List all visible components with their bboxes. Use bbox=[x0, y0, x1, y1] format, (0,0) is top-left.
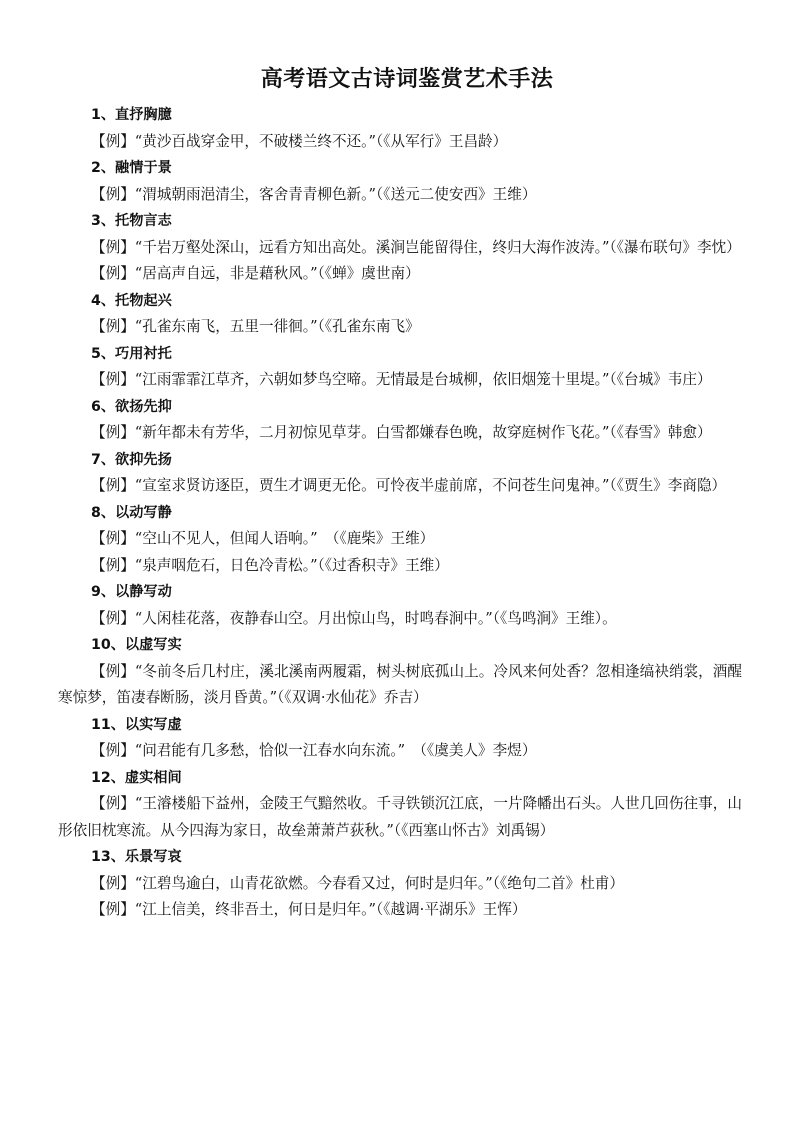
section-heading: 8、以动写静 bbox=[91, 504, 172, 521]
example-line: 【例】“冬前冬后几村庄，溪北溪南两履霜，树头树底孤山上。冷风来何处香？忽相逢缟袂绡裳，酒醒寒惊梦，笛凄春断肠，淡月昏黄。”（《双调·水仙花》乔吉） bbox=[58, 662, 742, 706]
example-line: 【例】“问君能有几多愁，恰似一江春水向东流。” （《虞美人》李煜） bbox=[91, 742, 537, 759]
example-line: 【例】“人闲桂花落，夜静春山空。月出惊山鸟，时鸣春涧中。”（《鸟鸣涧》王维）。 bbox=[91, 609, 617, 627]
section-heading: 13、乐景写哀 bbox=[91, 849, 182, 865]
section-heading: 3、托物言志 bbox=[91, 213, 172, 229]
section-heading: 6、欲扬先抑 bbox=[91, 398, 172, 415]
example-line: 【例】“孔雀东南飞，五里一徘徊。”（《孔雀东南飞》 bbox=[91, 318, 420, 335]
example-line: 【例】“千岩万壑处深山，远看方知出高处。溪涧岂能留得住，终归大海作波涛。”（《瀑布联句》李忱） bbox=[91, 238, 741, 256]
example-line: 【例】“居高声自远，非是藉秋风。”（《蝉》虞世南） bbox=[91, 265, 420, 282]
section-heading: 1、直抒胸臆 bbox=[91, 107, 172, 123]
example-line: 【例】“空山不见人，但闻人语响。” （《鹿柴》王维） bbox=[91, 530, 435, 547]
example-line: 【例】“王濬楼船下益州，金陵王气黯然收。千寻铁锁沉江底，一片降幡出石头。人世几回伤往事，山形依旧枕寒流。从今四海为家日，故垒萧萧芦荻秋。”（《西塞山怀古》刘禹锡） bbox=[58, 795, 742, 839]
example-line: 【例】“渭城朝雨浥清尘，客舍青青柳色新。”（《送元二使安西》王维） bbox=[91, 185, 537, 203]
section-heading: 10、以虚写实 bbox=[91, 637, 182, 653]
section-heading: 2、融情于景 bbox=[91, 160, 172, 176]
example-line: 【例】“泉声咽危石，日色冷青松。”（《过香积寺》王维） bbox=[91, 556, 449, 574]
section-heading: 7、欲抑先扬 bbox=[91, 451, 172, 468]
section-heading: 5、巧用衬托 bbox=[91, 345, 172, 362]
page-title: 高考语文古诗词鉴赏艺术手法 bbox=[260, 67, 554, 92]
example-line: 【例】“江上信美，终非吾土，何日是归年。”（《越调·平湖乐》王恽） bbox=[91, 901, 527, 918]
example-line: 【例】“宣室求贤访逐臣，贾生才调更无伦。可怜夜半虚前席，不问苍生问鬼神。”（《贾生》李商隐） bbox=[91, 477, 727, 494]
sections-list bbox=[58, 102, 742, 924]
section-heading: 11、以实写虚 bbox=[91, 716, 182, 733]
example-line: 【例】“黄沙百战穿金甲，不破楼兰终不还。”（《从军行》王昌龄） bbox=[91, 132, 508, 150]
document-page bbox=[58, 62, 742, 924]
section-heading: 4、托物起兴 bbox=[91, 292, 172, 309]
example-line: 【例】“江碧鸟逾白，山青花欲燃。今春看又过，何时是归年。”（《绝句二首》杜甫） bbox=[91, 874, 624, 892]
example-line: 【例】“江雨霏霏江草齐，六朝如梦鸟空啼。无情最是台城柳，依旧烟笼十里堤。”（《台城》韦庄） bbox=[91, 371, 712, 388]
section-heading: 12、虚实相间 bbox=[91, 769, 182, 786]
example-line: 【例】“新年都未有芳华，二月初惊见草芽。白雪都嫌春色晚，故穿庭树作飞花。”（《春雪》韩愈） bbox=[91, 424, 712, 441]
section-heading: 9、以静写动 bbox=[91, 584, 172, 600]
